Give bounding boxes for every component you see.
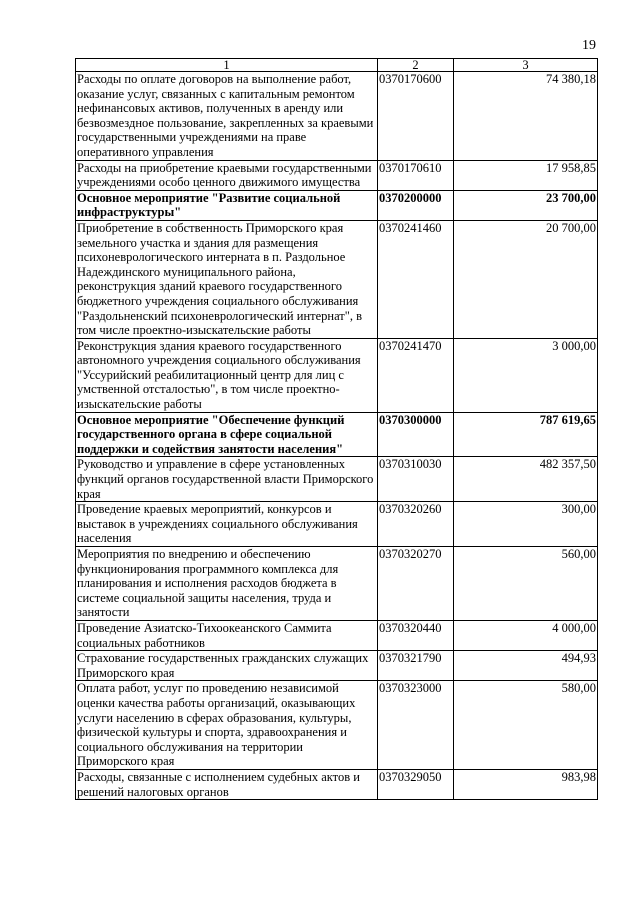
budget-code: 0370200000 [378, 190, 454, 220]
expense-name: Расходы на приобретение краевыми государственными учреждениями особо ценного движимого имущества [76, 160, 378, 190]
amount: 983,98 [454, 769, 598, 799]
table-row [76, 681, 598, 770]
budget-code: 0370241470 [378, 338, 454, 412]
table-row [76, 502, 598, 547]
budget-code: 0370170610 [378, 160, 454, 190]
table-row [76, 160, 598, 190]
expense-name: Реконструкция здания краевого государственного автономного учреждения социального обслуживания "Уссурийский реабилитационный центр для лиц с умственной отсталостью", в том числе проектно-изыскательские работы [76, 338, 378, 412]
header-cell-2: 2 [378, 59, 454, 72]
table-row [76, 220, 598, 338]
budget-table [75, 58, 598, 800]
table-row [76, 412, 598, 457]
amount: 580,00 [454, 681, 598, 770]
amount: 560,00 [454, 547, 598, 621]
amount: 17 958,85 [454, 160, 598, 190]
budget-code: 0370170600 [378, 72, 454, 161]
budget-code: 0370320260 [378, 502, 454, 547]
amount: 20 700,00 [454, 220, 598, 338]
amount: 494,93 [454, 651, 598, 681]
table-row [76, 651, 598, 681]
expense-name: Проведение Азиатско-Тихоокеанского Саммита социальных работников [76, 620, 378, 650]
amount: 3 000,00 [454, 338, 598, 412]
budget-code: 0370300000 [378, 412, 454, 457]
expense-name: Основное мероприятие "Обеспечение функций государственного органа в сфере социальной поддержки и содействия занятости населения" [76, 412, 378, 457]
amount: 787 619,65 [454, 412, 598, 457]
expense-name: Оплата работ, услуг по проведению независимой оценки качества работы организаций, оказывающих услуги населению в сферах образования, культуры, физической культуры и спорта, здравоохранения и социального обслуживания на территории Приморского края [76, 681, 378, 770]
table-row [76, 457, 598, 502]
expense-name: Основное мероприятие "Развитие социальной инфраструктуры" [76, 190, 378, 220]
budget-code: 0370321790 [378, 651, 454, 681]
budget-code: 0370310030 [378, 457, 454, 502]
table-row [76, 190, 598, 220]
table-row [76, 620, 598, 650]
budget-code: 0370320440 [378, 620, 454, 650]
table-header-row [76, 59, 598, 72]
amount: 74 380,18 [454, 72, 598, 161]
expense-name: Приобретение в собственность Приморского края земельного участка и здания для размещения психоневрологического интерната в п. Раздольное Надеждинского муниципального района, реконструкция зданий краевого государственного бюджетного учреждения социального обслуживания "Раздольненский психоневрологический интернат", в том числе проектно-изыскательские работы [76, 220, 378, 338]
expense-name: Страхование государственных гражданских служащих Приморского края [76, 651, 378, 681]
budget-code: 0370323000 [378, 681, 454, 770]
header-cell-1: 1 [76, 59, 378, 72]
amount: 23 700,00 [454, 190, 598, 220]
header-cell-3: 3 [454, 59, 598, 72]
budget-code: 0370241460 [378, 220, 454, 338]
table-row [76, 72, 598, 161]
expense-name: Руководство и управление в сфере установленных функций органов государственной власти Приморского края [76, 457, 378, 502]
amount: 4 000,00 [454, 620, 598, 650]
table-row [76, 547, 598, 621]
budget-code: 0370329050 [378, 769, 454, 799]
expense-name: Мероприятия по внедрению и обеспечению функционирования программного комплекса для планирования и исполнения расходов бюджета в системе социальной защиты населения, труда и занятости [76, 547, 378, 621]
amount: 300,00 [454, 502, 598, 547]
expense-name: Расходы, связанные с исполнением судебных актов и решений налоговых органов [76, 769, 378, 799]
table-row [76, 338, 598, 412]
expense-name: Расходы по оплате договоров на выполнение работ, оказание услуг, связанных с капитальным ремонтом нефинансовых активов, полученных в аренду или безвозмездное пользование, закрепленных за краевыми государственными учреждениями на праве оперативного управления [76, 72, 378, 161]
page-number: 19 [582, 38, 596, 53]
amount: 482 357,50 [454, 457, 598, 502]
budget-code: 0370320270 [378, 547, 454, 621]
table-row [76, 769, 598, 799]
expense-name: Проведение краевых мероприятий, конкурсов и выставок в учреждениях социального обслуживания населения [76, 502, 378, 547]
